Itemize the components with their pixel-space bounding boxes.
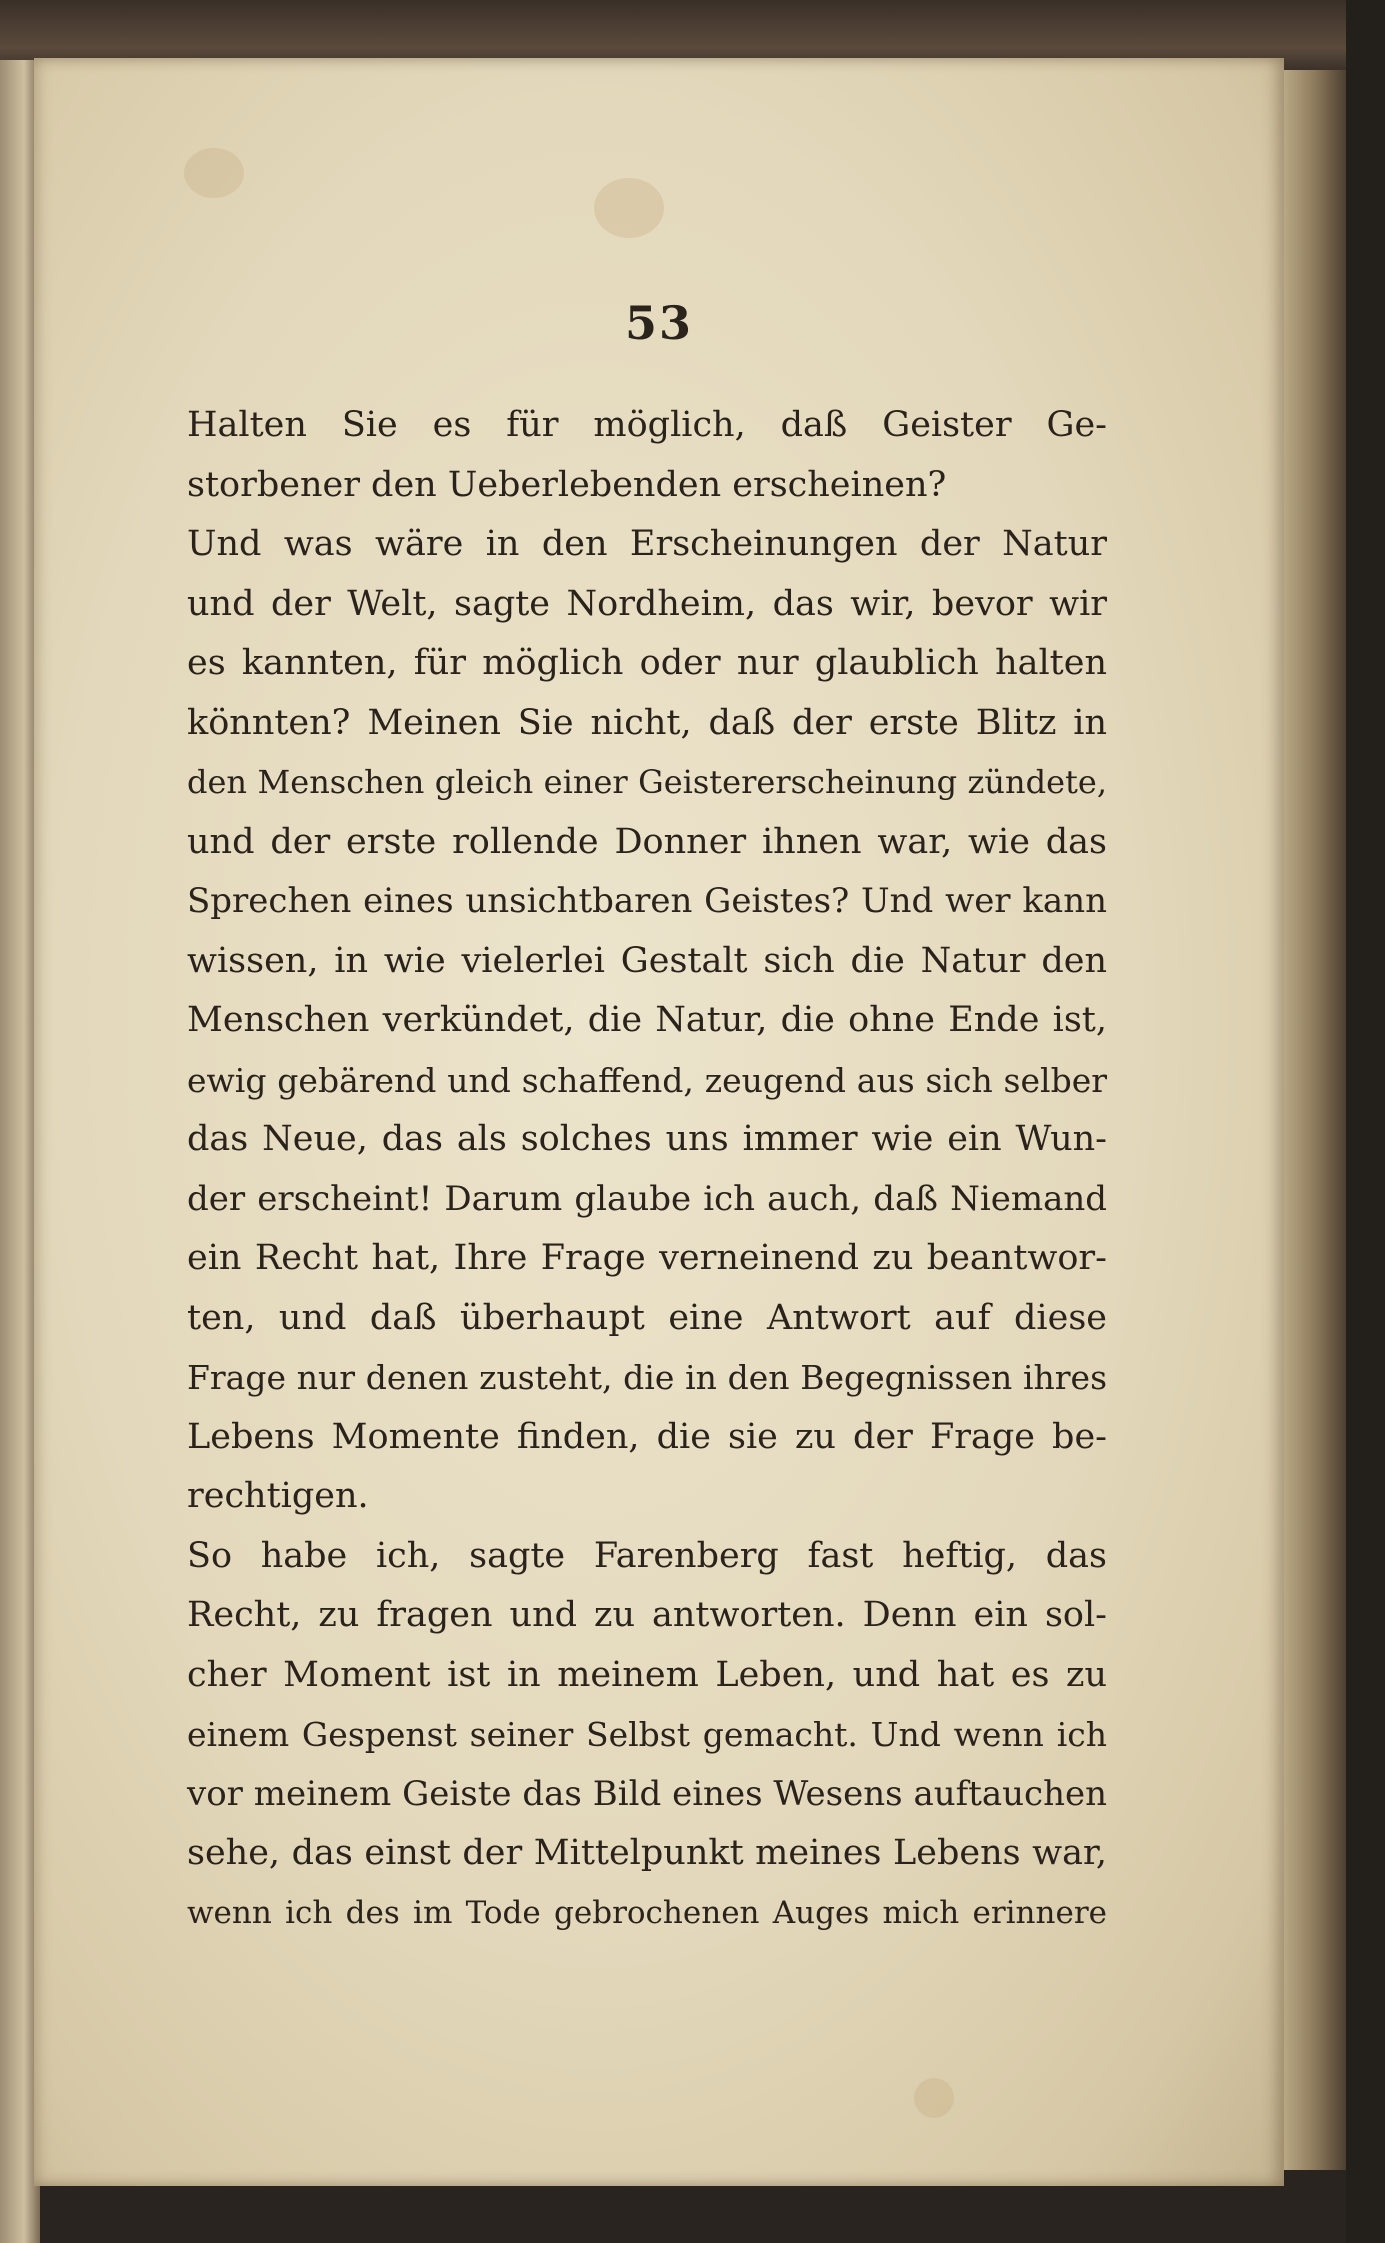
text-line: vor meinem Geiste das Bild eines Wesens auftauchen [187,1773,1107,1814]
text-line: ein Recht hat, Ihre Frage verneinend zu beantwor- [187,1238,1107,1278]
paper-stain [184,148,244,198]
page-number: 53 [624,296,693,350]
body-text [187,396,1107,1943]
text-line: cher Moment ist in meinem Leben, und hat es zu [187,1654,1107,1695]
text-line: den Menschen gleich einer Geistererscheinung zündete, [187,763,1107,801]
text-line: wissen, in wie vielerlei Gestalt sich die Natur den [187,940,1107,981]
text-line: So habe ich, sagte Farenberg fast heftig, das [187,1535,1107,1576]
text-line: es kannten, für möglich oder nur glaublich halten [187,643,1107,683]
paper-stain [594,178,664,238]
text-line: könnten? Meinen Sie nicht, daß der erste Blitz in [187,702,1107,743]
text-line: Recht, zu fragen und zu antworten. Denn ein sol- [187,1595,1107,1635]
text-line: storbener den Ueberlebenden erscheinen? [187,464,947,505]
text-line: rechtigen. [187,1476,369,1516]
text-line: und der erste rollende Donner ihnen war, wie das [187,821,1107,862]
text-line: einem Gespenst seiner Selbst gemacht. Und wenn ich [187,1715,1107,1754]
text-line: Frage nur denen zusteht, die in den Begegnissen ihres [187,1358,1107,1397]
text-line: Und was wäre in den Erscheinungen der Natur [187,524,1107,564]
text-line: Sprechen eines unsichtbaren Geistes? Und wer kann [187,881,1107,921]
text-line: sehe, das einst der Mittelpunkt meines Lebens war, [187,1833,1107,1873]
text-line: Lebens Momente finden, die sie zu der Frage be- [187,1416,1107,1457]
text-line: Halten Sie es für möglich, daß Geister Ge- [187,405,1107,445]
text-line: und der Welt, sagte Nordheim, das wir, bevor wir [187,583,1107,624]
text-line: ewig gebärend und schaffend, zeugend aus sich selber [187,1060,1107,1100]
text-line: der erscheint! Darum glaube ich auch, daß Niemand [187,1178,1107,1219]
text-line: wenn ich des im Tode gebrochenen Auges mich erinnere [187,1894,1107,1931]
text-line: ten, und daß überhaupt eine Antwort auf diese [187,1297,1107,1338]
background-margin [1346,0,1385,2243]
paper-stain [914,2078,954,2118]
text-line: das Neue, das als solches uns immer wie ein Wun- [187,1119,1107,1159]
page-right-edge [1284,70,1346,2170]
text-line: Menschen verkündet, die Natur, die ohne Ende ist, [187,1000,1107,1040]
book-page [34,58,1284,2186]
